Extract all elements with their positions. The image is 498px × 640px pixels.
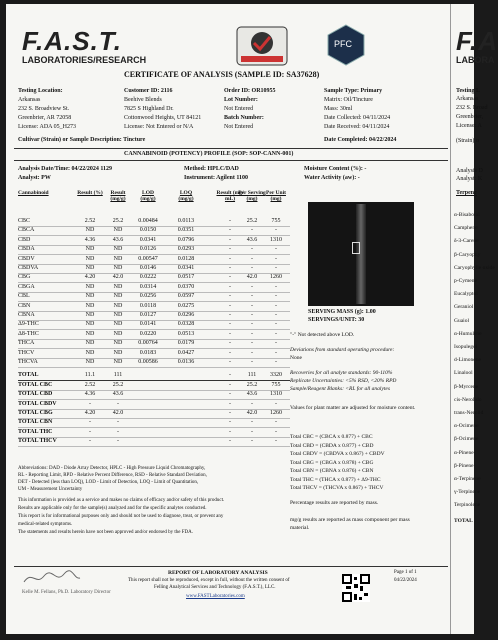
table-cell: 755 [271, 381, 281, 388]
table-cell: 0.0275 [177, 302, 195, 309]
terpene-total: TOTAL [454, 517, 473, 524]
table-cell: 25.2 [246, 218, 258, 224]
formula-line: Total CBN = (CBNA x 0.876) + CBN [290, 468, 374, 474]
info-line: Beehive Blends [124, 97, 162, 103]
abbreviation-line: RL - Reporting Limit, RPD - Relative Percent Difference, RSD - Relative Standard Deviation, [18, 473, 207, 478]
table-cell: - [251, 312, 253, 318]
table-cell: - [229, 265, 231, 271]
analysis-datetime: Analysis Date/Time: 04/22/2024 1129 [18, 166, 113, 172]
table-row-label: THCV [18, 349, 35, 356]
info-line: Sample Type: Primary [324, 88, 383, 94]
terpene-item: Caryophylle oxide [454, 264, 495, 271]
table-row-label: TOTAL THCV [18, 438, 57, 445]
table-cell: - [251, 283, 253, 290]
table-cell: 0.0513 [177, 330, 195, 337]
table-cell: - [229, 218, 231, 224]
info-line: License: Not Entered or N/A [124, 124, 194, 130]
plant-matter-note: Values for plant matter are adjusted for moisture content. [290, 405, 416, 411]
terpene-item: cis-Nerolido [454, 396, 482, 403]
adjacent-line: 232 S. Broad [456, 105, 488, 111]
product-photo [308, 202, 414, 306]
table-cell: - [117, 428, 119, 435]
table-cell: 0.0328 [177, 321, 195, 328]
table-cell: 2.52 [84, 381, 96, 388]
servings-per-unit: SERVINGS/UNIT: 30 [308, 317, 365, 323]
table-cell: 1260 [270, 274, 282, 281]
serving-mass: SERVING MASS (g): 1.00 [308, 309, 376, 315]
table-row-label: TOTAL CBN [18, 419, 53, 426]
table-cell: ND [113, 283, 123, 290]
adjacent-line: License: A [456, 123, 482, 129]
table-cell: - [117, 438, 119, 445]
table-row-label: THCVA [18, 359, 38, 365]
table-cell: - [229, 236, 231, 243]
table-cell: ND [85, 312, 95, 318]
table-cell: - [251, 340, 253, 347]
terpene-item: d-Limonene [454, 357, 481, 364]
table-cell: - [89, 438, 91, 445]
table-cell: - [275, 293, 277, 300]
table-cell: 0.0293 [177, 246, 195, 253]
table-cell: - [229, 419, 231, 426]
table-row-label: CBC [18, 218, 31, 224]
table-cell: 0.0146 [139, 265, 157, 271]
table-cell: - [251, 227, 253, 234]
table-cell: 0.0314 [139, 283, 157, 290]
nd-note: "-" Not detected above LOD. [290, 332, 355, 338]
lab-logo: F.A.S.T. [22, 26, 122, 56]
info-line: Arkansas [18, 97, 41, 103]
info-line: License: ADA 05_H273 [18, 124, 76, 130]
table-row-label: TOTAL CBC [18, 381, 53, 388]
table-cell: 0.0113 [177, 218, 195, 224]
deviations-value: None [290, 355, 302, 361]
table-cell: ND [113, 330, 123, 337]
table-cell: ND [113, 359, 123, 365]
table-cell: 0.0141 [139, 321, 157, 328]
table-cell: - [229, 302, 231, 309]
terpene-item: trans-Nerolid [454, 410, 484, 416]
table-cell: - [251, 321, 253, 328]
certificate-page [6, 4, 498, 634]
table-cell: ND [113, 312, 123, 318]
table-row-label: TOTAL [18, 372, 39, 379]
table-cell: - [89, 400, 91, 407]
table-cell: - [251, 419, 253, 426]
table-row-label: TOTAL THC [18, 428, 53, 435]
certificate-title: CERTIFICATE OF ANALYSIS (SAMPLE ID: SA37628) [124, 70, 320, 79]
table-cell: 0.0150 [139, 227, 157, 234]
analyst: Analyst: PW [18, 175, 51, 181]
table-cell: - [229, 359, 231, 365]
table-cell: - [229, 410, 231, 416]
table-cell: 0.0183 [139, 349, 157, 356]
table-cell: ND [85, 359, 95, 365]
formula-line: Total CBG = (CBGA x 0.878) + CBG [290, 459, 374, 466]
table-cell: - [229, 246, 231, 253]
disclaimer-line: medical-related symptoms. [18, 522, 73, 527]
table-cell: 0.0179 [177, 340, 195, 347]
footer-url[interactable]: www.FASTLaboratories.com [186, 594, 245, 599]
abbreviation-line: Abbreviations: DAD - Diode Array Detector, HPLC - High Pressure Liquid Chromatography, [18, 466, 206, 471]
table-row-label: Δ8-THC [18, 330, 39, 337]
moisture-content: Moisture Content (%): - [304, 166, 367, 172]
table-row-label: CBNA [18, 312, 35, 318]
lab-logo-subtitle: LABORATORIES/RESEARCH [22, 55, 147, 65]
table-cell: 3320 [270, 372, 282, 379]
table-cell: - [89, 428, 91, 435]
deviations-title: Deviations from standard operating procedure: [290, 347, 395, 353]
table-row-label: CBDA [18, 246, 35, 253]
table-cell: ND [85, 321, 95, 328]
table-cell: ND [85, 265, 95, 271]
footer-title: REPORT OF LABORATORY ANALYSIS [168, 570, 268, 576]
table-cell: 43.6 [112, 236, 124, 243]
info-line: Not Entered [224, 124, 254, 130]
terpene-item: p-Cymene [454, 278, 477, 284]
terpene-item: α-Pinene [454, 449, 474, 456]
terpene-item: α-Bisabolol [454, 212, 480, 218]
table-cell: - [275, 340, 277, 347]
info-line: Matrix: Oil/Tincture [324, 97, 373, 103]
cultivar-line: Cultivar (Strain) or Sample Description: Tincture [18, 137, 146, 143]
table-cell: - [251, 302, 253, 309]
table-cell: 0.0127 [139, 312, 157, 318]
table-cell: 0.00484 [138, 218, 158, 224]
terpene-item: δ-3-Carene [454, 238, 479, 245]
table-cell: - [89, 419, 91, 426]
table-cell: - [275, 283, 277, 290]
adjacent-line: Greenbrier, [456, 114, 484, 120]
report-date: 04/22/2024 [394, 578, 417, 583]
terpene-item: Camphene [454, 225, 478, 232]
table-cell: 0.0220 [139, 330, 157, 337]
table-cell: - [251, 293, 253, 300]
terpene-item: Terpinolene [454, 502, 481, 509]
table-cell: - [251, 359, 253, 365]
table-cell: - [275, 428, 277, 435]
table-cell: ND [85, 227, 95, 234]
table-cell: ND [113, 255, 123, 262]
table-cell: ND [85, 293, 95, 300]
table-cell: - [275, 246, 277, 253]
info-line: 7825 S Highland Dr. [124, 106, 174, 112]
table-cell: 42.0 [112, 274, 124, 281]
pfc-badge-label: PFC [334, 39, 352, 49]
table-cell: ND [85, 330, 95, 337]
info-line: Cottonwood Heights, UT 84121 [124, 115, 202, 121]
table-cell: - [229, 438, 231, 445]
table-cell: 0.0796 [177, 236, 195, 243]
table-cell: - [275, 321, 277, 328]
terpene-item: β-Myrcene [454, 383, 479, 390]
table-cell: ND [113, 321, 123, 328]
page-number: Page 1 of 1 [394, 570, 417, 575]
info-line: Customer ID: 2116 [124, 88, 173, 94]
info-line: Date Received: 04/11/2024 [324, 124, 390, 130]
terpene-item: β-Ocimene [454, 436, 479, 443]
footer-line1: This report shall not be reproduced, except in full, without the written consent of [128, 578, 290, 583]
terpene-item: α-Terpinene [454, 476, 481, 482]
table-cell: - [275, 359, 277, 365]
table-cell: - [275, 312, 277, 318]
terpene-item: Eucalyptol [454, 291, 478, 298]
table-cell: 0.00764 [138, 340, 158, 347]
table-cell: 4.36 [84, 391, 96, 398]
section-title: CANNABINOID (POTENCY) PROFILE (SOP: SOP-CANN-001) [124, 151, 294, 157]
table-cell: ND [85, 283, 95, 290]
table-header-cell: LOQ (mg/g) [178, 190, 194, 202]
terpene-item: α-Ocimene [454, 423, 479, 430]
formula-line: Total CBD = (CBDA x 0.877) + CBD [290, 442, 374, 449]
table-cell: 0.0296 [177, 312, 195, 318]
table-cell: ND [85, 255, 95, 262]
adjacent-line: Testing L [456, 88, 480, 94]
table-cell: 4.20 [84, 410, 96, 416]
table-header-cell: Per Unit (mg) [266, 190, 286, 202]
table-cell: 1260 [270, 410, 282, 416]
table-header-cell: Result (mg/g) [110, 190, 126, 202]
formula-line: Total THCV = (THCVA x 0.867) + THCV [290, 485, 384, 491]
table-cell: - [275, 265, 277, 271]
table-cell: 111 [247, 372, 257, 379]
disclaimer-line: This report is for informational purposes only and should not be used to diagnose, treat, or prevent any [18, 514, 224, 519]
table-cell: 0.0256 [139, 293, 157, 300]
table-header-cell: LOD (mg/g) [140, 190, 156, 202]
table-row-label: CBN [18, 302, 31, 309]
table-row-label: TOTAL CBDV [18, 400, 57, 407]
table-cell: - [251, 438, 253, 445]
table-cell: 1310 [270, 391, 282, 398]
table-cell: - [229, 372, 231, 379]
table-row-label: CBCA [18, 227, 35, 234]
table-cell: 25.2 [112, 381, 124, 388]
table-cell: - [275, 302, 277, 309]
table-cell: 0.0351 [177, 227, 195, 234]
terpene-item: Guaiol [454, 317, 469, 324]
table-cell: - [251, 428, 253, 435]
table-cell: 0.0118 [139, 302, 157, 309]
instrument: Instrument: Agilent 1100 [184, 175, 249, 181]
disclaimer-line: Results are applicable only for the sample(s) analyzed and for the specific analytes conducted. [18, 506, 207, 511]
info-line: Order ID: OR10955 [224, 88, 276, 94]
table-cell: 42.0 [112, 410, 124, 416]
table-cell: ND [85, 246, 95, 253]
abbreviation-line: UM - Measurement Uncertainty [18, 487, 83, 492]
table-cell: ND [85, 340, 95, 347]
table-cell: 0.0517 [177, 274, 195, 281]
mgg-note: mg/g results are reported as mass component per mass material. [290, 517, 410, 531]
table-cell: 111 [113, 372, 123, 379]
table-cell: - [275, 419, 277, 426]
table-cell: 0.0136 [177, 359, 195, 365]
percent-note: Percentage results are reported by mass. [290, 500, 379, 506]
table-cell: - [229, 274, 231, 281]
table-cell: - [275, 400, 277, 407]
date-completed: Date Completed: 04/22/2024 [324, 137, 397, 143]
table-cell: - [229, 381, 231, 388]
table-cell: 0.00547 [138, 255, 158, 262]
table-cell: - [275, 349, 277, 356]
terpene-item: α-Humulene [454, 330, 482, 337]
table-cell: ND [113, 340, 123, 347]
table-cell: - [251, 255, 253, 262]
table-cell: - [229, 321, 231, 328]
table-row-label: CBDV [18, 255, 35, 262]
table-header-cell: Per Serving (mg) [238, 190, 266, 202]
table-cell: ND [85, 349, 95, 356]
table-cell: 1310 [270, 236, 282, 243]
table-cell: - [229, 227, 231, 234]
table-cell: - [117, 400, 119, 407]
table-cell: 0.0427 [177, 349, 195, 356]
info-line: 232 S. Broadview St. [18, 106, 70, 112]
table-cell: - [229, 400, 231, 407]
blanks-note: Sample/Reagent Blanks: <RL for all analytes [290, 386, 390, 392]
accredited-seal-icon [236, 26, 288, 66]
info-line: Date Collected: 04/11/2024 [324, 115, 391, 121]
table-cell: - [251, 400, 253, 407]
table-cell: 2.52 [84, 218, 96, 224]
adjacent-line: Arkansas [456, 96, 479, 102]
formula-line: Total CBDV = (CBDVA x 0.867) + CBDV [290, 451, 385, 457]
adjacent-line: Analysis D [456, 168, 483, 174]
table-cell: 42.0 [246, 410, 258, 416]
table-cell: - [229, 428, 231, 435]
table-cell: 4.36 [84, 236, 96, 243]
table-cell: - [251, 330, 253, 337]
table-cell: 0.0341 [139, 236, 157, 243]
table-cell: - [229, 255, 231, 262]
table-cell: 25.2 [246, 381, 258, 388]
table-row-label: CBG [18, 274, 31, 281]
table-cell: - [229, 312, 231, 318]
table-cell: 0.00586 [138, 359, 158, 365]
disclaimer-line: The statements and results herein have not been approved and/or endorsed by the FDA. [18, 530, 193, 535]
table-cell: ND [113, 293, 123, 300]
table-cell: - [229, 293, 231, 300]
table-cell: 43.6 [112, 391, 124, 398]
table-row-label: CBGA [18, 283, 35, 290]
table-cell: ND [113, 302, 123, 309]
table-cell: - [275, 330, 277, 337]
info-line: Greenbrier, AR 72058 [18, 115, 72, 121]
table-cell: ND [113, 265, 123, 271]
table-row-label: TOTAL CBD [18, 391, 53, 398]
table-cell: - [251, 349, 253, 356]
adjacent-logo-subtitle: LABORA [456, 55, 495, 65]
table-header-cell: Cannabinoid [18, 190, 49, 196]
table-cell: 0.0341 [177, 265, 195, 271]
info-line: Lot Number: [224, 97, 258, 103]
page-divider [450, 4, 451, 634]
info-line: Mass: 30ml [324, 106, 353, 112]
table-cell: 0.0128 [177, 255, 195, 262]
disclaimer-line: This information is provided as a service and makes no claims of efficacy and/or safety of this product. [18, 498, 225, 503]
adjacent-logo: F.A [456, 26, 498, 56]
recoveries-note: Recoveries for all analyte standards: 90-110% [290, 370, 393, 376]
table-cell: - [275, 438, 277, 445]
table-cell: 0.0597 [177, 293, 195, 300]
replicate-note: Replicate Uncertainties: <5% RSD, <20% RPD [290, 378, 397, 384]
signer: Kelle M. Fellans, Ph.D. Laboratory Director [22, 590, 111, 595]
adjacent-line: Analyst: K [456, 176, 483, 182]
table-cell: - [229, 391, 231, 398]
table-cell: 43.6 [246, 391, 258, 398]
table-row-label: TOTAL CBG [18, 410, 53, 416]
table-cell: 43.6 [246, 236, 258, 243]
table-row-label: Δ9-THC [18, 321, 39, 328]
table-cell: ND [113, 246, 123, 253]
qr-code-icon [342, 574, 370, 602]
table-cell: - [229, 340, 231, 347]
table-cell: - [229, 283, 231, 290]
terpene-header: Terpene [456, 190, 477, 196]
table-cell: ND [113, 349, 123, 356]
signature-icon [22, 568, 82, 588]
terpene-item: β-Pinene [454, 462, 474, 469]
table-header-cell: Result (mg/ mL) [216, 190, 244, 202]
table-row-label: CBL [18, 293, 30, 300]
table-cell: 0.0126 [139, 246, 157, 253]
table-cell: - [117, 419, 119, 426]
table-row-label: CBDVA [18, 265, 39, 271]
table-cell: - [229, 349, 231, 356]
table-cell: 4.20 [84, 274, 96, 281]
table-cell: - [275, 227, 277, 234]
footer-line2: Felling Analytical Services and Technology (F.A.S.T.), LLC. [154, 585, 276, 590]
formula-line: Total CBC = (CBCA x 0.877) + CBC [290, 434, 373, 440]
table-cell: 42.0 [246, 274, 258, 281]
table-cell: 11.1 [84, 372, 96, 379]
table-cell: - [275, 255, 277, 262]
table-cell: - [251, 246, 253, 253]
method: Method: HPLC/DAD [184, 166, 239, 172]
info-line: Testing Location: [18, 88, 63, 94]
table-cell: - [251, 265, 253, 271]
water-activity: Water Activity (aw): - [304, 175, 360, 181]
formula-line: Total THC = (THCA x 0.877) + Δ9-THC [290, 476, 381, 483]
table-cell: 755 [271, 218, 281, 224]
table-cell: - [229, 330, 231, 337]
info-line: Not Entered [224, 106, 254, 112]
adjacent-line: (Strain) o [456, 138, 479, 144]
table-cell: 25.2 [112, 218, 124, 224]
terpene-item: β-Caryophy [454, 251, 481, 258]
table-cell: 0.0222 [139, 274, 157, 281]
terpene-item: Linalool [454, 370, 473, 377]
terpene-item: γ-Terpinene [454, 489, 481, 496]
table-cell: ND [85, 302, 95, 309]
table-cell: ND [113, 227, 123, 234]
table-row-label: CBD [18, 236, 31, 243]
abbreviation-line: DET - Detected (less than LOQ), LOD - Limit of Detection, LOQ - Limit of Quantitation, [18, 480, 199, 485]
terpene-item: Geraniol [454, 304, 474, 311]
info-line: Batch Number: [224, 115, 264, 121]
table-row-label: THCA [18, 340, 35, 347]
terpene-item: Isopulegol [454, 344, 478, 350]
table-header-cell: Result (%) [77, 190, 103, 196]
table-cell: 0.0370 [177, 283, 195, 290]
